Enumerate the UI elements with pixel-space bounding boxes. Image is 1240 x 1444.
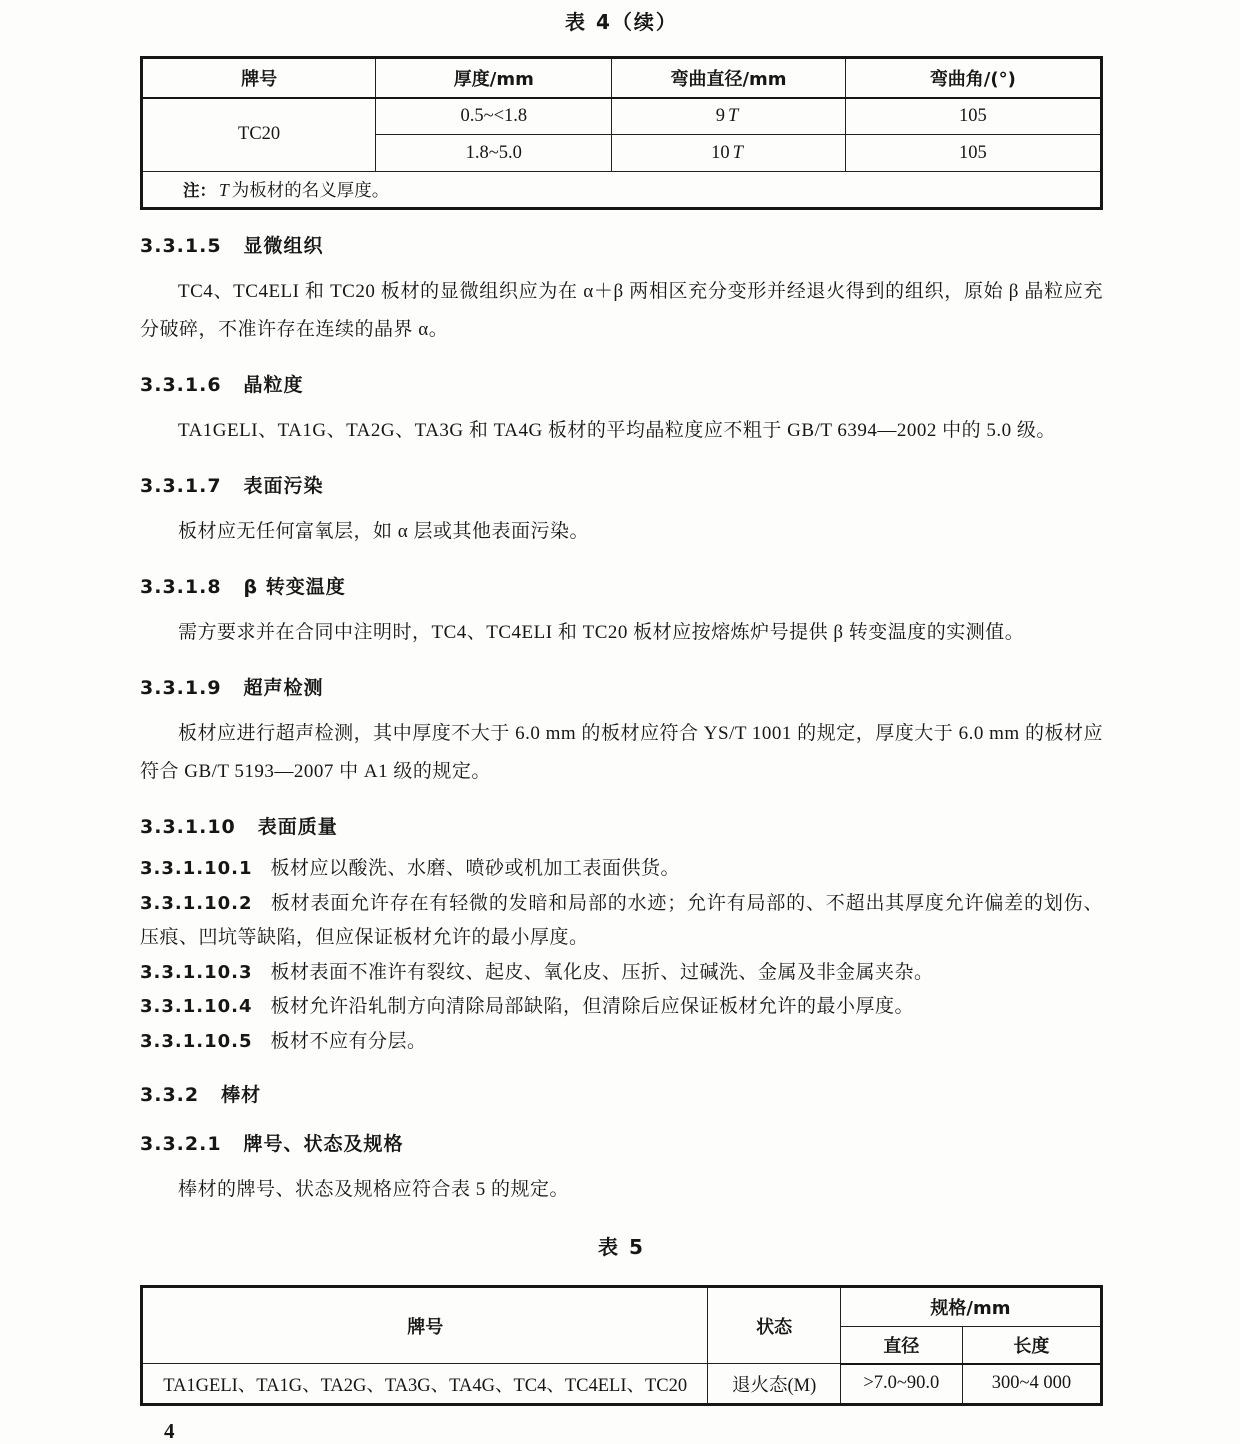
table-row — [142, 98, 1102, 135]
section-number: 3.3.1.9 — [140, 677, 222, 699]
table5-length-cell: 300~4 000 — [962, 1364, 1101, 1405]
clause-item — [140, 852, 1103, 887]
clause-list — [140, 852, 1103, 1059]
clause-number: 3.3.1.10.1 — [140, 858, 253, 879]
section-title: 牌号、状态及规格 — [243, 1133, 404, 1155]
page-number: 4 — [164, 1419, 175, 1443]
clause-item — [140, 887, 1103, 956]
section-number: 3.3.1.5 — [140, 235, 222, 257]
section-number: 3.3.2 — [140, 1084, 200, 1106]
section-heading-3316 — [140, 373, 1103, 398]
section-heading-3318 — [140, 575, 1103, 600]
table-4 — [140, 56, 1103, 210]
paragraph: 需方要求并在合同中注明时，TC4、TC4ELI 和 TC20 板材应按熔炼炉号提供 β 转变温度的实测值。 — [178, 622, 1025, 643]
table4-header-thickness: 厚度/mm — [376, 58, 612, 98]
clause-text: 板材表面不准许有裂纹、起皮、氧化皮、压折、过碱洗、金属及非金属夹杂。 — [270, 961, 934, 983]
table5-state-cell: 退火态(M) — [708, 1364, 840, 1405]
clause-number: 3.3.1.10.2 — [140, 892, 253, 914]
section-title: 表面污染 — [243, 475, 324, 497]
section-title: 超声检测 — [243, 677, 324, 699]
clause-item — [140, 990, 1103, 1025]
diameter-value: 9 — [715, 105, 725, 126]
section-number: 3.3.1.10 — [140, 816, 236, 838]
note-label: 注： — [183, 181, 216, 200]
table5-grades-cell: TA1GELI、TA1G、TA2G、TA3G、TA4G、TC4、TC4ELI、TC20 — [142, 1364, 708, 1405]
paragraph: 板材应无任何富氧层，如 α 层或其他表面污染。 — [178, 521, 589, 542]
table4-header-row — [142, 58, 1102, 98]
table5-diameter-cell: >7.0~90.0 — [840, 1364, 962, 1405]
table4-angle-cell: 105 — [845, 98, 1101, 135]
table4-diameter-cell — [612, 135, 845, 172]
paragraph: 棒材的牌号、状态及规格应符合表 5 的规定。 — [178, 1179, 570, 1200]
clause-text: 板材不应有分层。 — [270, 1030, 427, 1052]
section-title: 棒材 — [221, 1084, 262, 1106]
clause-number: 3.3.1.10.4 — [140, 996, 253, 1017]
section-number: 3.3.2.1 — [140, 1133, 222, 1155]
table-row — [142, 1364, 1102, 1405]
clause-text: 板材允许沿轧制方向清除局部缺陷，但清除后应保证板材允许的最小厚度。 — [270, 996, 915, 1017]
clause-item — [140, 1025, 1103, 1060]
table4-grade-cell: TC20 — [142, 98, 376, 172]
section-heading-3321 — [140, 1132, 1103, 1157]
diameter-symbol: T — [732, 142, 743, 163]
section-title: 显微组织 — [243, 235, 324, 257]
section-title: β 转变温度 — [243, 576, 346, 598]
table5-header-diameter: 直径 — [840, 1327, 962, 1364]
section-title: 晶粒度 — [243, 374, 304, 396]
table4-header-bend-diameter: 弯曲直径/mm — [612, 58, 845, 98]
table5-header-length: 长度 — [962, 1327, 1101, 1364]
clause-text: 板材表面允许存在有轻微的发暗和局部的水迹；允许有局部的、不超出其厚度允许偏差的划伤、压痕、凹坑等缺陷，但应保证板材允许的最小厚度。 — [140, 892, 1103, 948]
table4-header-grade: 牌号 — [142, 58, 376, 98]
section-heading-3315 — [140, 234, 1103, 259]
note-symbol: T — [219, 180, 229, 200]
table4-note-cell — [142, 172, 1102, 209]
section-number: 3.3.1.6 — [140, 374, 222, 396]
table4-title: 表 4（续） — [565, 10, 678, 34]
section-heading-3317 — [140, 474, 1103, 499]
table5-header-state: 状态 — [708, 1287, 840, 1364]
table5-header-spec: 规格/mm — [840, 1287, 1101, 1327]
table5-title: 表 5 — [598, 1235, 645, 1259]
section-heading-332 — [140, 1083, 1103, 1108]
paragraph: TC4、TC4ELI 和 TC20 板材的显微组织应为在 α＋β 两相区充分变形并经退火得到的组织，原始 β 晶粒应充分破碎，不准许存在连续的晶界 α。 — [140, 281, 1103, 340]
clause-text: 板材应以酸洗、水磨、喷砂或机加工表面供货。 — [270, 858, 681, 879]
table5-header-grade: 牌号 — [142, 1287, 708, 1364]
section-number: 3.3.1.8 — [140, 576, 222, 598]
clause-number: 3.3.1.10.5 — [140, 1030, 253, 1052]
section-heading-33110 — [140, 815, 1103, 840]
table4-note-row — [142, 172, 1102, 209]
diameter-value: 10 — [711, 142, 730, 163]
table4-header-bend-angle: 弯曲角/(°) — [845, 58, 1101, 98]
clause-item — [140, 956, 1103, 991]
clause-number: 3.3.1.10.3 — [140, 961, 253, 983]
table4-diameter-cell — [612, 98, 845, 135]
diameter-symbol: T — [728, 105, 739, 126]
table4-angle-cell: 105 — [845, 135, 1101, 172]
table5-header-row-1 — [142, 1287, 1102, 1327]
table-5 — [140, 1285, 1103, 1406]
section-heading-3319 — [140, 676, 1103, 701]
table4-thickness-cell: 0.5~<1.8 — [376, 98, 612, 135]
paragraph: TA1GELI、TA1G、TA2G、TA3G 和 TA4G 板材的平均晶粒度应不粗于 GB/T 6394—2002 中的 5.0 级。 — [178, 420, 1056, 441]
note-text: 为板材的名义厚度。 — [231, 180, 390, 200]
table4-thickness-cell: 1.8~5.0 — [376, 135, 612, 172]
section-title: 表面质量 — [257, 816, 338, 838]
paragraph: 板材应进行超声检测，其中厚度不大于 6.0 mm 的板材应符合 YS/T 1001 的规定，厚度大于 6.0 mm 的板材应符合 GB/T 5193—2007 中 A1 级的规定。 — [140, 723, 1103, 782]
section-number: 3.3.1.7 — [140, 475, 222, 497]
